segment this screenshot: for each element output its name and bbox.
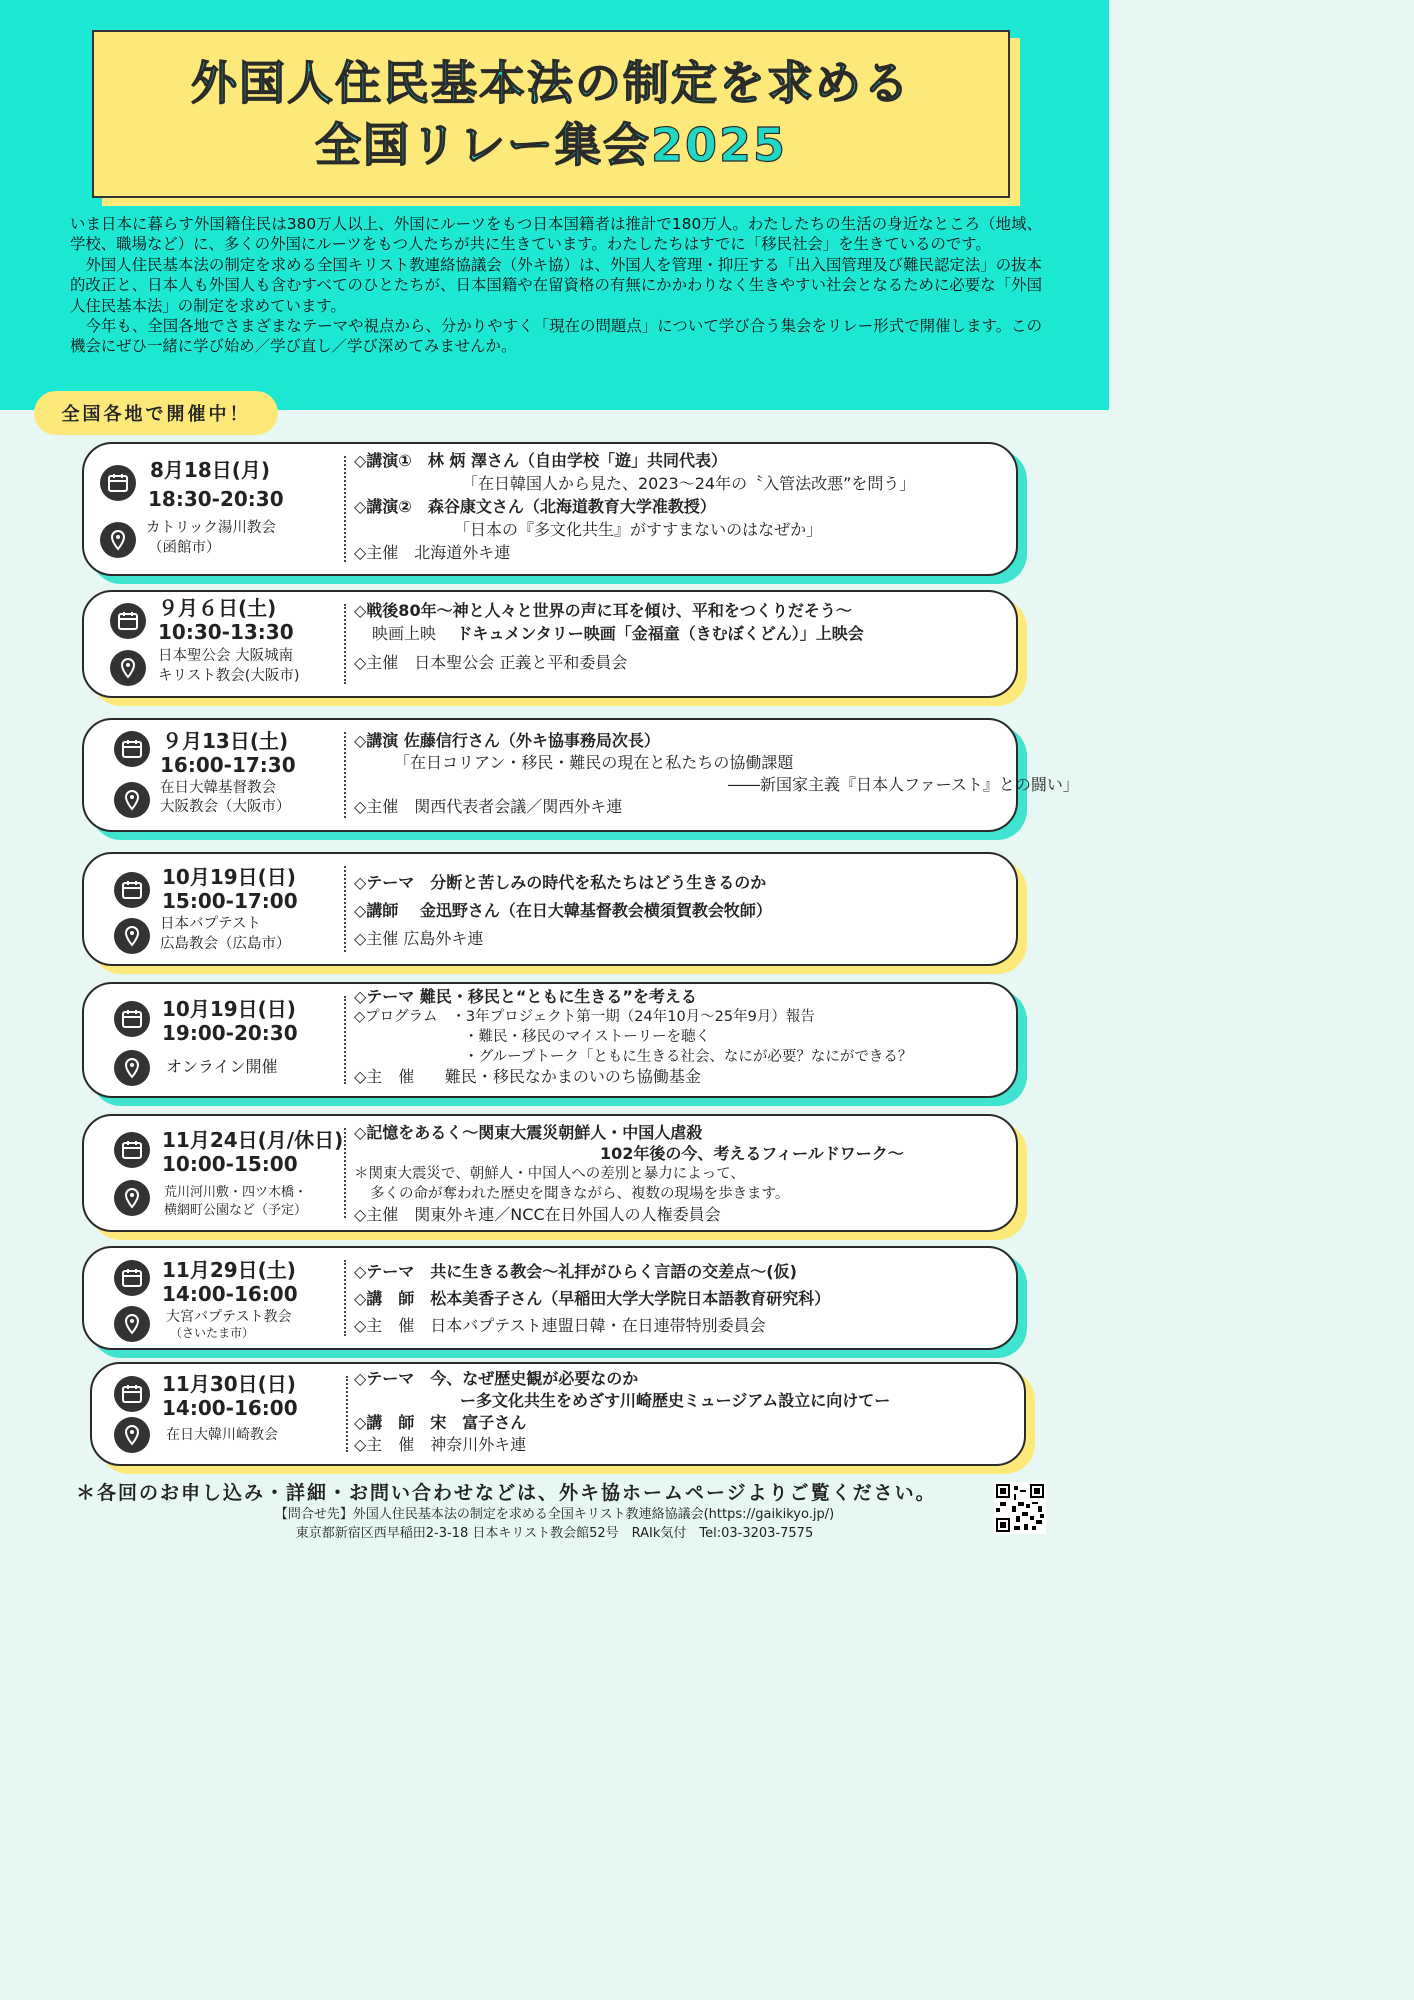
event-line: ◇講演 佐藤信行さん（外キ協事務局次長） xyxy=(354,731,660,750)
event-line: ◇主催 関西代表者会議／関西外キ連 xyxy=(354,797,623,816)
intro-paragraph-1: いま日本に暮らす外国籍住民は380万人以上、外国にルーツをもつ日本国籍者は推計で180万人。わたしたちの生活の身近なところ（地域、学校、職場など）に、多くの外国にルーツをもつ人たちが共に生きています。わたしたちはすでに「移民社会」を生きているのです。 xyxy=(70,215,1042,254)
calendar-icon xyxy=(114,731,150,767)
event-time: 16:00-17:30 xyxy=(160,753,296,777)
event-venue-city: （函館市） xyxy=(148,540,221,556)
event-time: 19:00-20:30 xyxy=(162,1021,298,1045)
event-line: ◇講演① 林 炳 澤さん（自由学校「遊」共同代表） xyxy=(354,451,727,470)
event-venue-city: 大阪教会（大阪市） xyxy=(160,799,291,815)
qr-code xyxy=(994,1482,1046,1534)
map-pin-icon xyxy=(114,1180,150,1216)
event-line: 映画上映 ドキュメンタリー映画「金福童（きむぼくどん）」上映会 xyxy=(372,624,864,643)
event-line: ◇主催 日本聖公会 正義と平和委員会 xyxy=(354,653,628,672)
event-venue-city: 横網町公園など（予定） xyxy=(164,1203,308,1218)
event-venue: 日本バプテスト xyxy=(160,916,261,932)
event-line: ◇主催 広島外キ連 xyxy=(354,929,484,948)
event-card-3 xyxy=(82,718,1079,832)
event-venue-city: （さいたま市） xyxy=(170,1326,255,1340)
calendar-icon xyxy=(110,603,146,639)
event-line: ◇テーマ 共に生きる教会〜礼拝がひらく言語の交差点〜(仮) xyxy=(354,1262,797,1281)
event-line: ◇主 催 難民・移民なかまのいのち協働基金 xyxy=(354,1067,701,1086)
calendar-icon xyxy=(114,1001,150,1037)
calendar-icon xyxy=(114,1376,150,1412)
event-line: ◇記憶をあるく〜関東大震災朝鮮人・中国人虐殺 xyxy=(354,1123,703,1142)
event-line: ◇プログラム ・3年プロジェクト第一期（24年10月〜25年9月）報告 xyxy=(354,1009,815,1025)
event-venue: 在日大韓川崎教会 xyxy=(166,1427,278,1443)
event-time: 15:00-17:00 xyxy=(162,889,298,913)
event-line: 多くの命が奪われた歴史を聞きながら、複数の現場を歩きます。 xyxy=(370,1186,790,1202)
nationwide-badge: 全国各地で開催中！ xyxy=(34,391,278,435)
intro-text xyxy=(70,214,1042,357)
event-card-4 xyxy=(82,852,1018,966)
event-line: ◇戦後80年〜神と人々と世界の声に耳を傾け、平和をつくりだそう〜 xyxy=(354,601,852,620)
event-card-7 xyxy=(82,1246,1018,1350)
event-time: 18:30-20:30 xyxy=(148,487,284,511)
event-date: ９月13日(土) xyxy=(162,729,289,753)
event-venue: 在日大韓基督教会 xyxy=(160,780,276,796)
intro-paragraph-2: 外国人住民基本法の制定を求める全国キリスト教連絡協議会（外キ協）は、外国人を管理・抑圧する「出入国管理及び難民認定法」の抜本的改正と、日本人も外国人も含むすべてのひとたちが、日本国籍や在留資格の有無にかかわりなく生きやすい社会となるために必要な「外国人住民基本法」の制定を求めています。 xyxy=(70,255,1042,315)
event-line: 102年後の今、考えるフィールドワーク〜 xyxy=(600,1144,904,1163)
event-line: ◇講師 金迅野さん（在日大韓基督教会横須賀教会牧師） xyxy=(354,901,772,920)
map-pin-icon xyxy=(110,650,146,686)
calendar-icon xyxy=(114,1260,150,1296)
event-line: ◇主 催 日本バプテスト連盟日韓・在日連帯特別委員会 xyxy=(354,1316,766,1335)
event-line: ◇講 師 松本美香子さん（早稲田大学大学院日本語教育研究科） xyxy=(354,1289,831,1308)
event-line: ・難民・移民のマイストーリーを聴く xyxy=(464,1029,711,1045)
event-venue: 日本聖公会 大阪城南 xyxy=(158,648,294,664)
event-line: ◇主催 北海道外キ連 xyxy=(354,543,511,562)
calendar-icon xyxy=(100,465,136,501)
event-date: 11月24日(月/休日) xyxy=(162,1128,344,1152)
event-venue-city: 広島教会（広島市） xyxy=(160,936,291,952)
event-date: 11月29日(土) xyxy=(162,1258,296,1282)
map-pin-icon xyxy=(114,918,150,954)
event-line: ＊関東大震災で、朝鮮人・中国人への差別と暴力によって、 xyxy=(354,1166,745,1182)
footer-note: ＊各回のお申し込み・詳細・お問い合わせなどは、外キ協ホームページよりご覧ください。 xyxy=(76,1482,937,1504)
event-line: ◇主催 関東外キ連／NCC在日外国人の人権委員会 xyxy=(354,1205,721,1224)
event-date: 10月19日(日) xyxy=(162,865,296,889)
event-card-6 xyxy=(82,1114,1018,1232)
event-line: 「日本の『多文化共生』がすすまないのはなぜか」 xyxy=(454,520,823,539)
event-line: ◇主 催 神奈川外キ連 xyxy=(354,1435,527,1454)
event-line: ◇テーマ 今、なぜ歴史観が必要なのか xyxy=(354,1369,639,1388)
event-time: 14:00-16:00 xyxy=(162,1396,298,1420)
event-line: ――新国家主義『日本人ファースト』との闘い」 xyxy=(728,775,1079,794)
event-time: 10:30-13:30 xyxy=(158,620,294,644)
event-date: 10月19日(日) xyxy=(162,997,296,1021)
event-line: ◇テーマ 分断と苦しみの時代を私たちはどう生きるのか xyxy=(354,873,767,892)
event-venue: オンライン開催 xyxy=(166,1057,278,1076)
contact-line-1: 【問合せ先】外国人住民基本法の制定を求める全国キリスト教連絡協議会(https://gaikikyo.jp/) xyxy=(274,1507,835,1522)
contact-line-2: 東京都新宿区西早稲田2-3-18 日本キリスト教会館52号 RAIk気付 Tel:03-3203-7575 xyxy=(295,1526,814,1541)
intro-paragraph-3: 今年も、全国各地でさまざまなテーマや視点から、分かりやすく「現在の問題点」について学び合う集会をリレー形式で開催します。この機会にぜひ一緒に学び始め／学び直し／学び深めてみませんか。 xyxy=(70,317,1042,356)
event-date: 8月18日(月) xyxy=(150,458,271,482)
map-pin-icon xyxy=(114,1417,150,1453)
event-time: 10:00-15:00 xyxy=(162,1152,298,1176)
event-card-8 xyxy=(90,1362,1026,1466)
event-line: ー多文化共生をめざす川崎歴史ミュージアム設立に向けてー xyxy=(460,1391,891,1410)
event-card-1 xyxy=(82,442,1018,576)
title-box xyxy=(92,30,1010,198)
event-line: ・グループトーク「ともに生きる社会、なにが必要？なにができる？ xyxy=(464,1049,913,1065)
event-line: ◇テーマ 難民・移民と“ともに生きる”を考える xyxy=(354,987,697,1006)
event-card-5 xyxy=(82,982,1018,1098)
event-line: ◇講演② 森谷康文さん（北海道教育大学准教授） xyxy=(354,497,716,516)
calendar-icon xyxy=(114,1132,150,1168)
event-venue: 大宮バプテスト教会 xyxy=(166,1309,292,1325)
event-line: 「在日韓国人から見た、2023〜24年の〝入管法改悪”を問う」 xyxy=(462,474,916,493)
event-line: ◇講 師 宋 富子さん xyxy=(354,1413,527,1432)
event-venue-city: キリスト教会(大阪市) xyxy=(158,668,300,684)
map-pin-icon xyxy=(114,1050,150,1086)
event-date: ９月６日(土) xyxy=(158,596,277,620)
event-date: 11月30日(日) xyxy=(162,1372,296,1396)
event-venue: カトリック湯川教会 xyxy=(146,520,276,536)
map-pin-icon xyxy=(100,522,136,558)
map-pin-icon xyxy=(114,782,150,818)
title-line-1: 外国人住民基本法の制定を求める xyxy=(191,56,911,110)
title-line-2: 全国リレー集会2025 xyxy=(314,118,788,172)
event-line: 「在日コリアン・移民・難民の現在と私たちの協働課題 xyxy=(394,753,794,772)
event-card-2 xyxy=(82,590,1018,698)
calendar-icon xyxy=(114,872,150,908)
event-venue: 荒川河川敷・四ツ木橋・ xyxy=(164,1185,308,1200)
event-time: 14:00-16:00 xyxy=(162,1282,298,1306)
map-pin-icon xyxy=(114,1306,150,1342)
